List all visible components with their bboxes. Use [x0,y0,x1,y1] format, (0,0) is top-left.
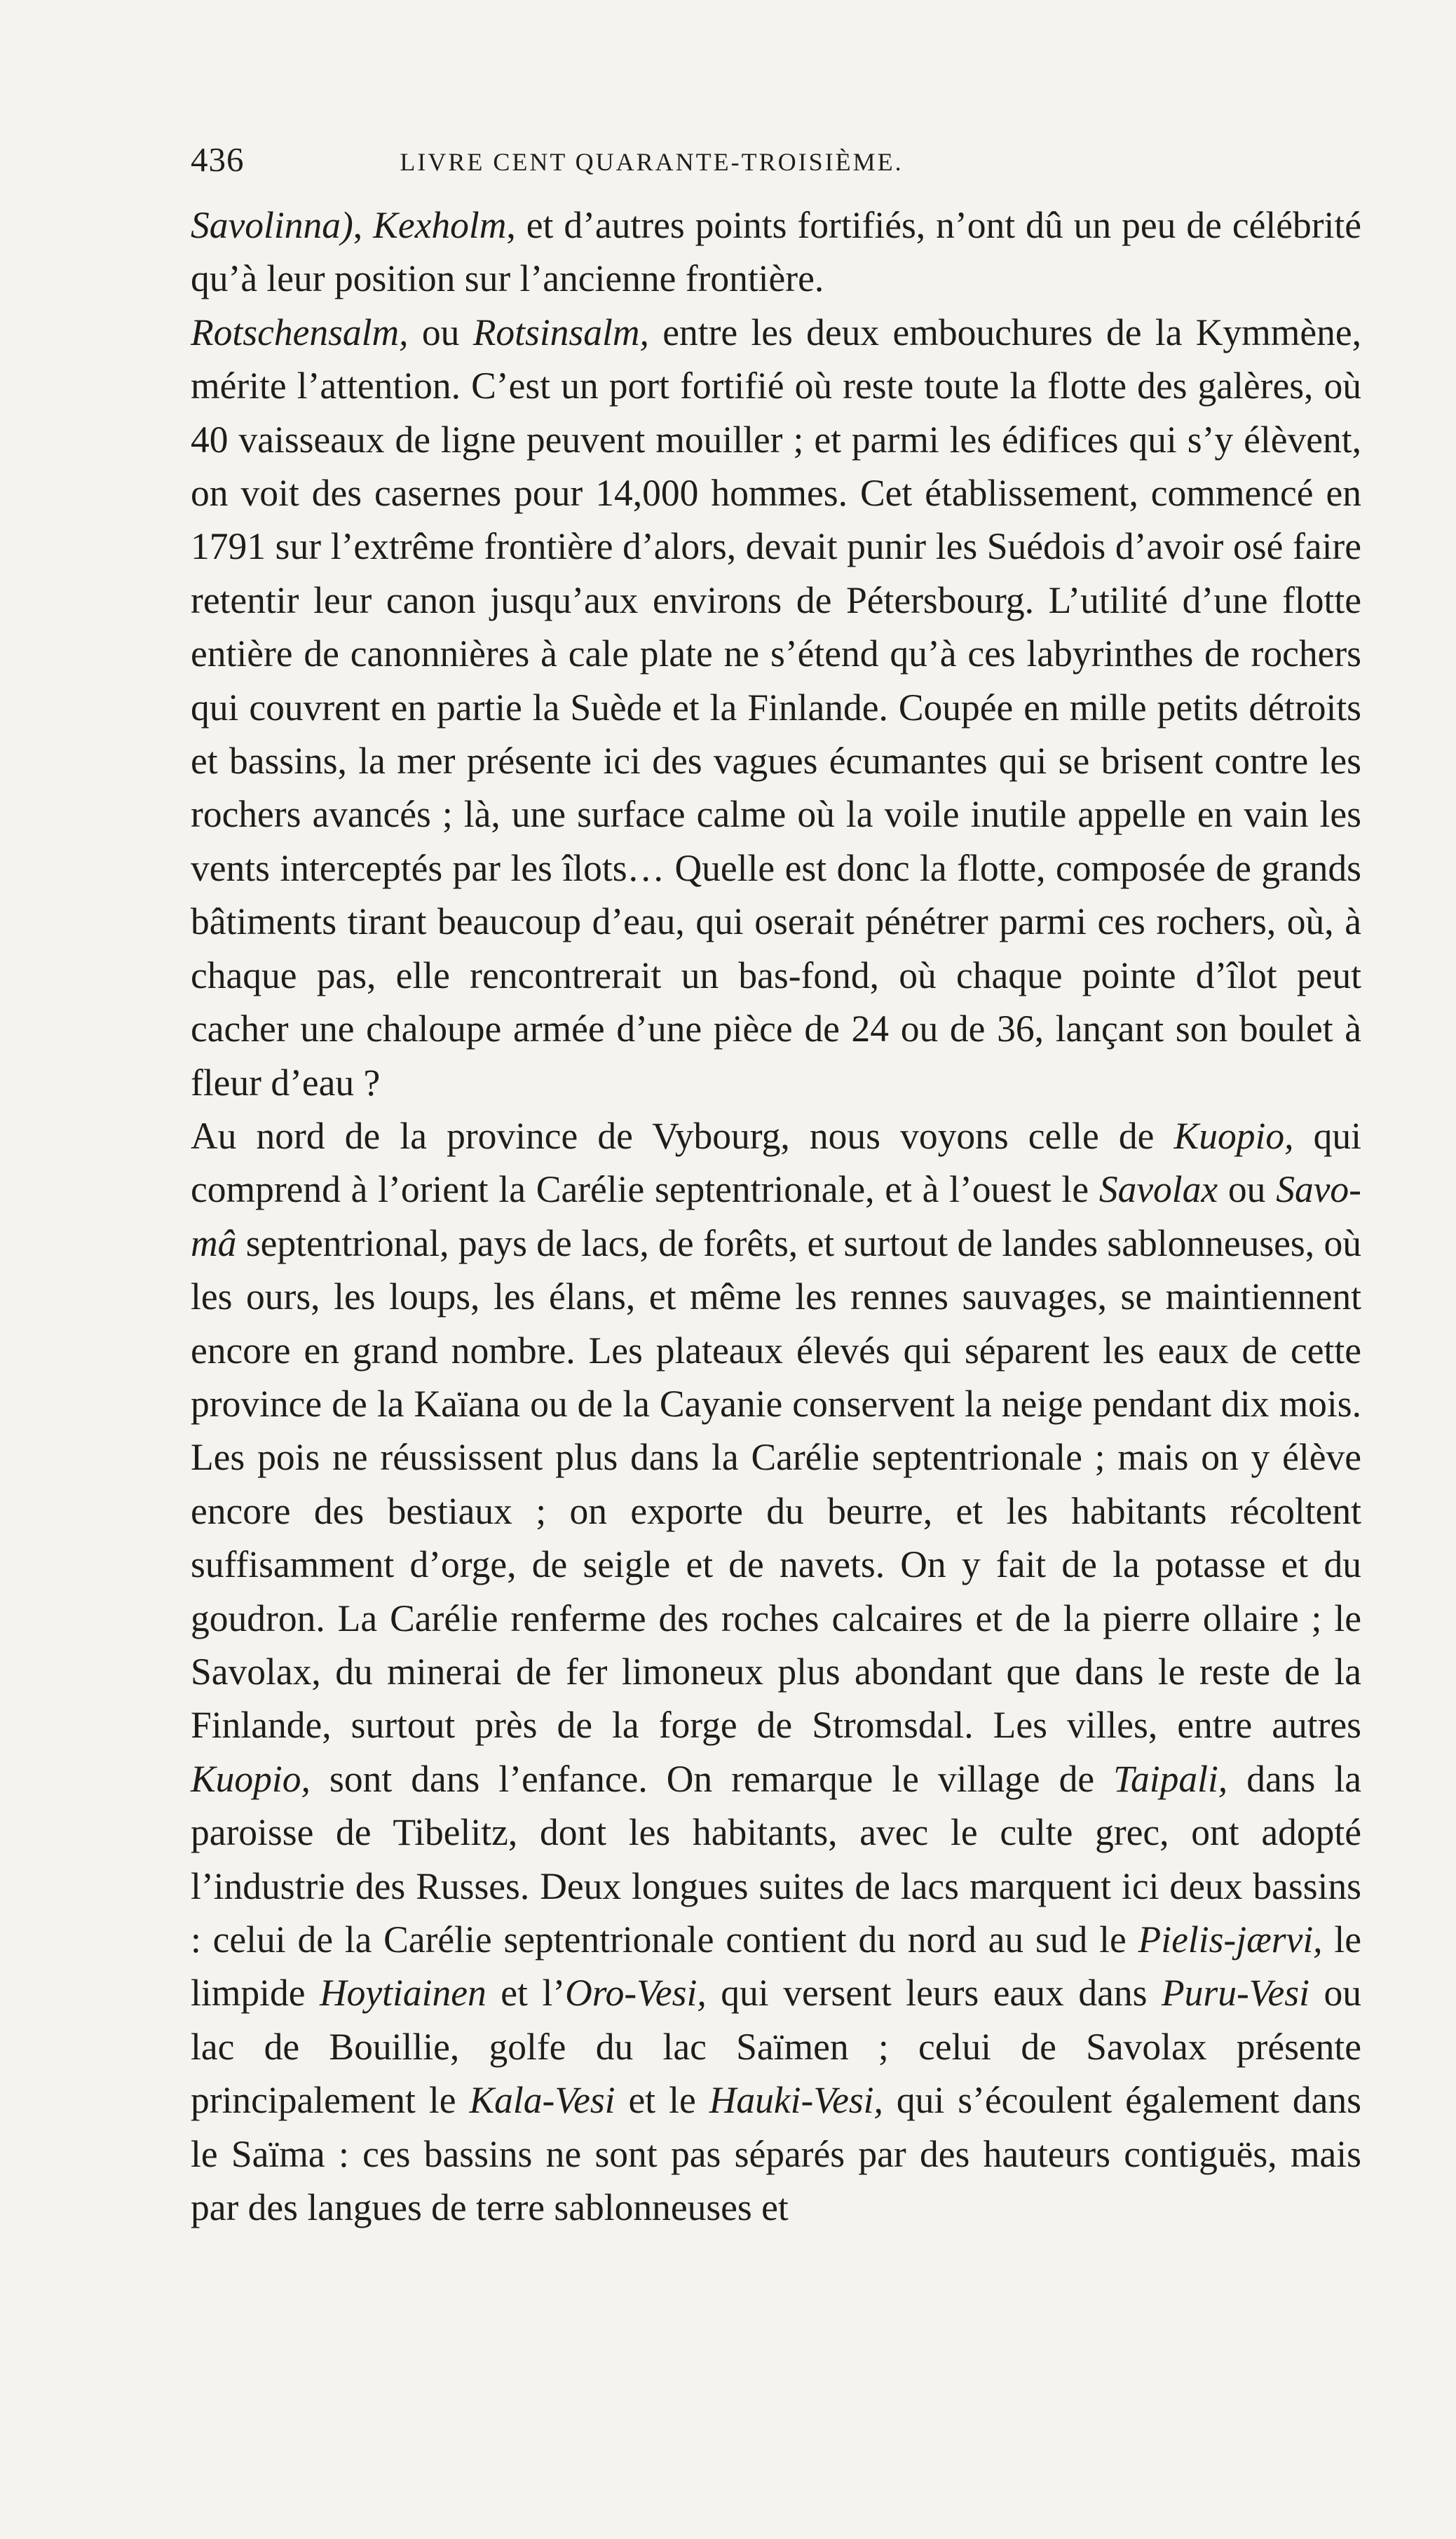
paragraph-text: ou [1218,1168,1277,1211]
place-name: Oro-Vesi, [565,1972,707,2015]
paragraph-text: ou [408,311,473,353]
paragraph-text: et l’ [486,1972,566,2015]
page-number: 436 [191,140,245,179]
place-name: Rotschensalm, [191,311,409,353]
place-name: Hauki-Vesi, [709,2079,883,2122]
running-title: LIVRE CENT QUARANTE-TROISIÈME. [400,148,904,176]
paragraph-text: Au nord de la province de Vybourg, nous voyons celle de [191,1114,1174,1157]
place-name: Kexholm [373,204,507,246]
paragraph-text: et le [615,2079,709,2122]
paragraph-text: sont dans l’enfance. On remarque le village de [310,1757,1114,1800]
paragraph-text: , et d’autres points fortifiés, n’ont dû un peu de célébrité qu’à leur position sur l’ancienne frontière. [191,204,1361,300]
paragraph-text: le limpide [191,1918,1361,2015]
paragraph-1: Savolinna), Kexholm, et d’autres points fortifiés, n’ont dû un peu de célébrité qu’à leur position sur l’ancienne frontière. [191,204,1361,300]
paragraph-text: ou lac de Bouillie, golfe du lac Saïmen ; celui de Savolax présente principalement le [191,1972,1362,2122]
page-header [191,139,1049,188]
place-name: Kuopio, [191,1757,311,1800]
place-name: Kala-Vesi [469,2079,615,2122]
paragraph-text: dans la paroisse de Tibelitz, dont les habitants, avec le culte grec, ont adopté l’industrie des Russes. Deux longues suites de lacs marquent ici deux bassins : celui de la Carélie septentrionale contient du nord au sud le [191,1757,1361,1961]
paragraph-text: qui comprend à l’orient la Carélie septentrionale, et à l’ouest le [191,1114,1361,1211]
place-name: Pielis-jærvi, [1138,1918,1323,1961]
paragraph-text: qui s’écoulent également dans le Saïma : ces bassins ne sont pas séparés par des hauteurs contiguës, mais par des langues de terre sablonneuses et [191,2079,1361,2229]
place-name: Kuopio, [1173,1114,1294,1157]
paragraph-text: qui versent leurs eaux dans [706,1972,1162,2015]
paragraph-2 [191,306,1361,1109]
place-name: Puru-Vesi [1161,1972,1309,2015]
paragraph-text: entre les deux embouchures de la Kymmène, mérite l’attention. C’est un port fortifié où reste toute la flotte des galères, où 40 vaisseaux de ligne peuvent mouiller ; et parmi les édifices qui s’y élèvent, on voit des casernes pour 14,000 hommes. Cet établissement, commencé en 1791 sur l’extrême frontière d’alors, devait punir les Suédois d’avoir osé faire retentir leur canon jusqu’aux environs de Pétersbourg. L’utilité d’une flotte entière de canonnières à cale plate ne s’étend qu’à ces labyrinthes de rochers qui couvrent en partie la Suède et la Finlande. Coupée en mille petits détroits et bassins, la mer présente ici des vagues écumantes qui se brisent contre les rochers avancés ; là, une surface calme où la voile inutile appelle en vain les vents interceptés par les îlots… Quelle est donc la flotte, composée de grands bâtiments tirant beaucoup d’eau, qui oserait pénétrer parmi ces rochers, où, à chaque pas, elle rencontrerait un bas-fond, où chaque pointe d’îlot peut cacher une chaloupe armée d’une pièce de 24 ou de 36, lançant son boulet à fleur d’eau ? [191,311,1362,1104]
place-name: Taipali, [1113,1757,1228,1800]
place-name: Savolax [1098,1168,1218,1211]
place-name: Savolinna) [191,204,353,246]
paragraph-text: septentrional, pays de lacs, de forêts, et surtout de landes sablonneuses, où les ours, les loups, les élans, et même les rennes sauvages, se maintiennent encore en grand nombre. Les plateaux élevés qui séparent les eaux de cette province de la Kaïana ou de la Cayanie conservent la neige pendant dix mois. Les pois ne réussissent plus dans la Carélie septentrionale ; mais on y élève encore des bestiaux ; on exporte du beurre, et les habitants récoltent suffisamment d’orge, de seigle et de navets. On y fait de la potasse et du goudron. La Carélie renferme des roches calcaires et de la pierre ollaire ; le Savolax, du minerai de fer limoneux plus abondant que dans le reste de la Finlande, surtout près de la forge de Stromsdal. Les villes, entre autres [191,1221,1361,1747]
place-name: Hoytiainen [320,1972,487,2015]
paragraph-3 [191,1109,1361,2235]
body-text [191,198,1361,2234]
place-name: Rotsinsalm, [472,311,649,353]
place-name: Savo-mâ [191,1168,1361,1264]
